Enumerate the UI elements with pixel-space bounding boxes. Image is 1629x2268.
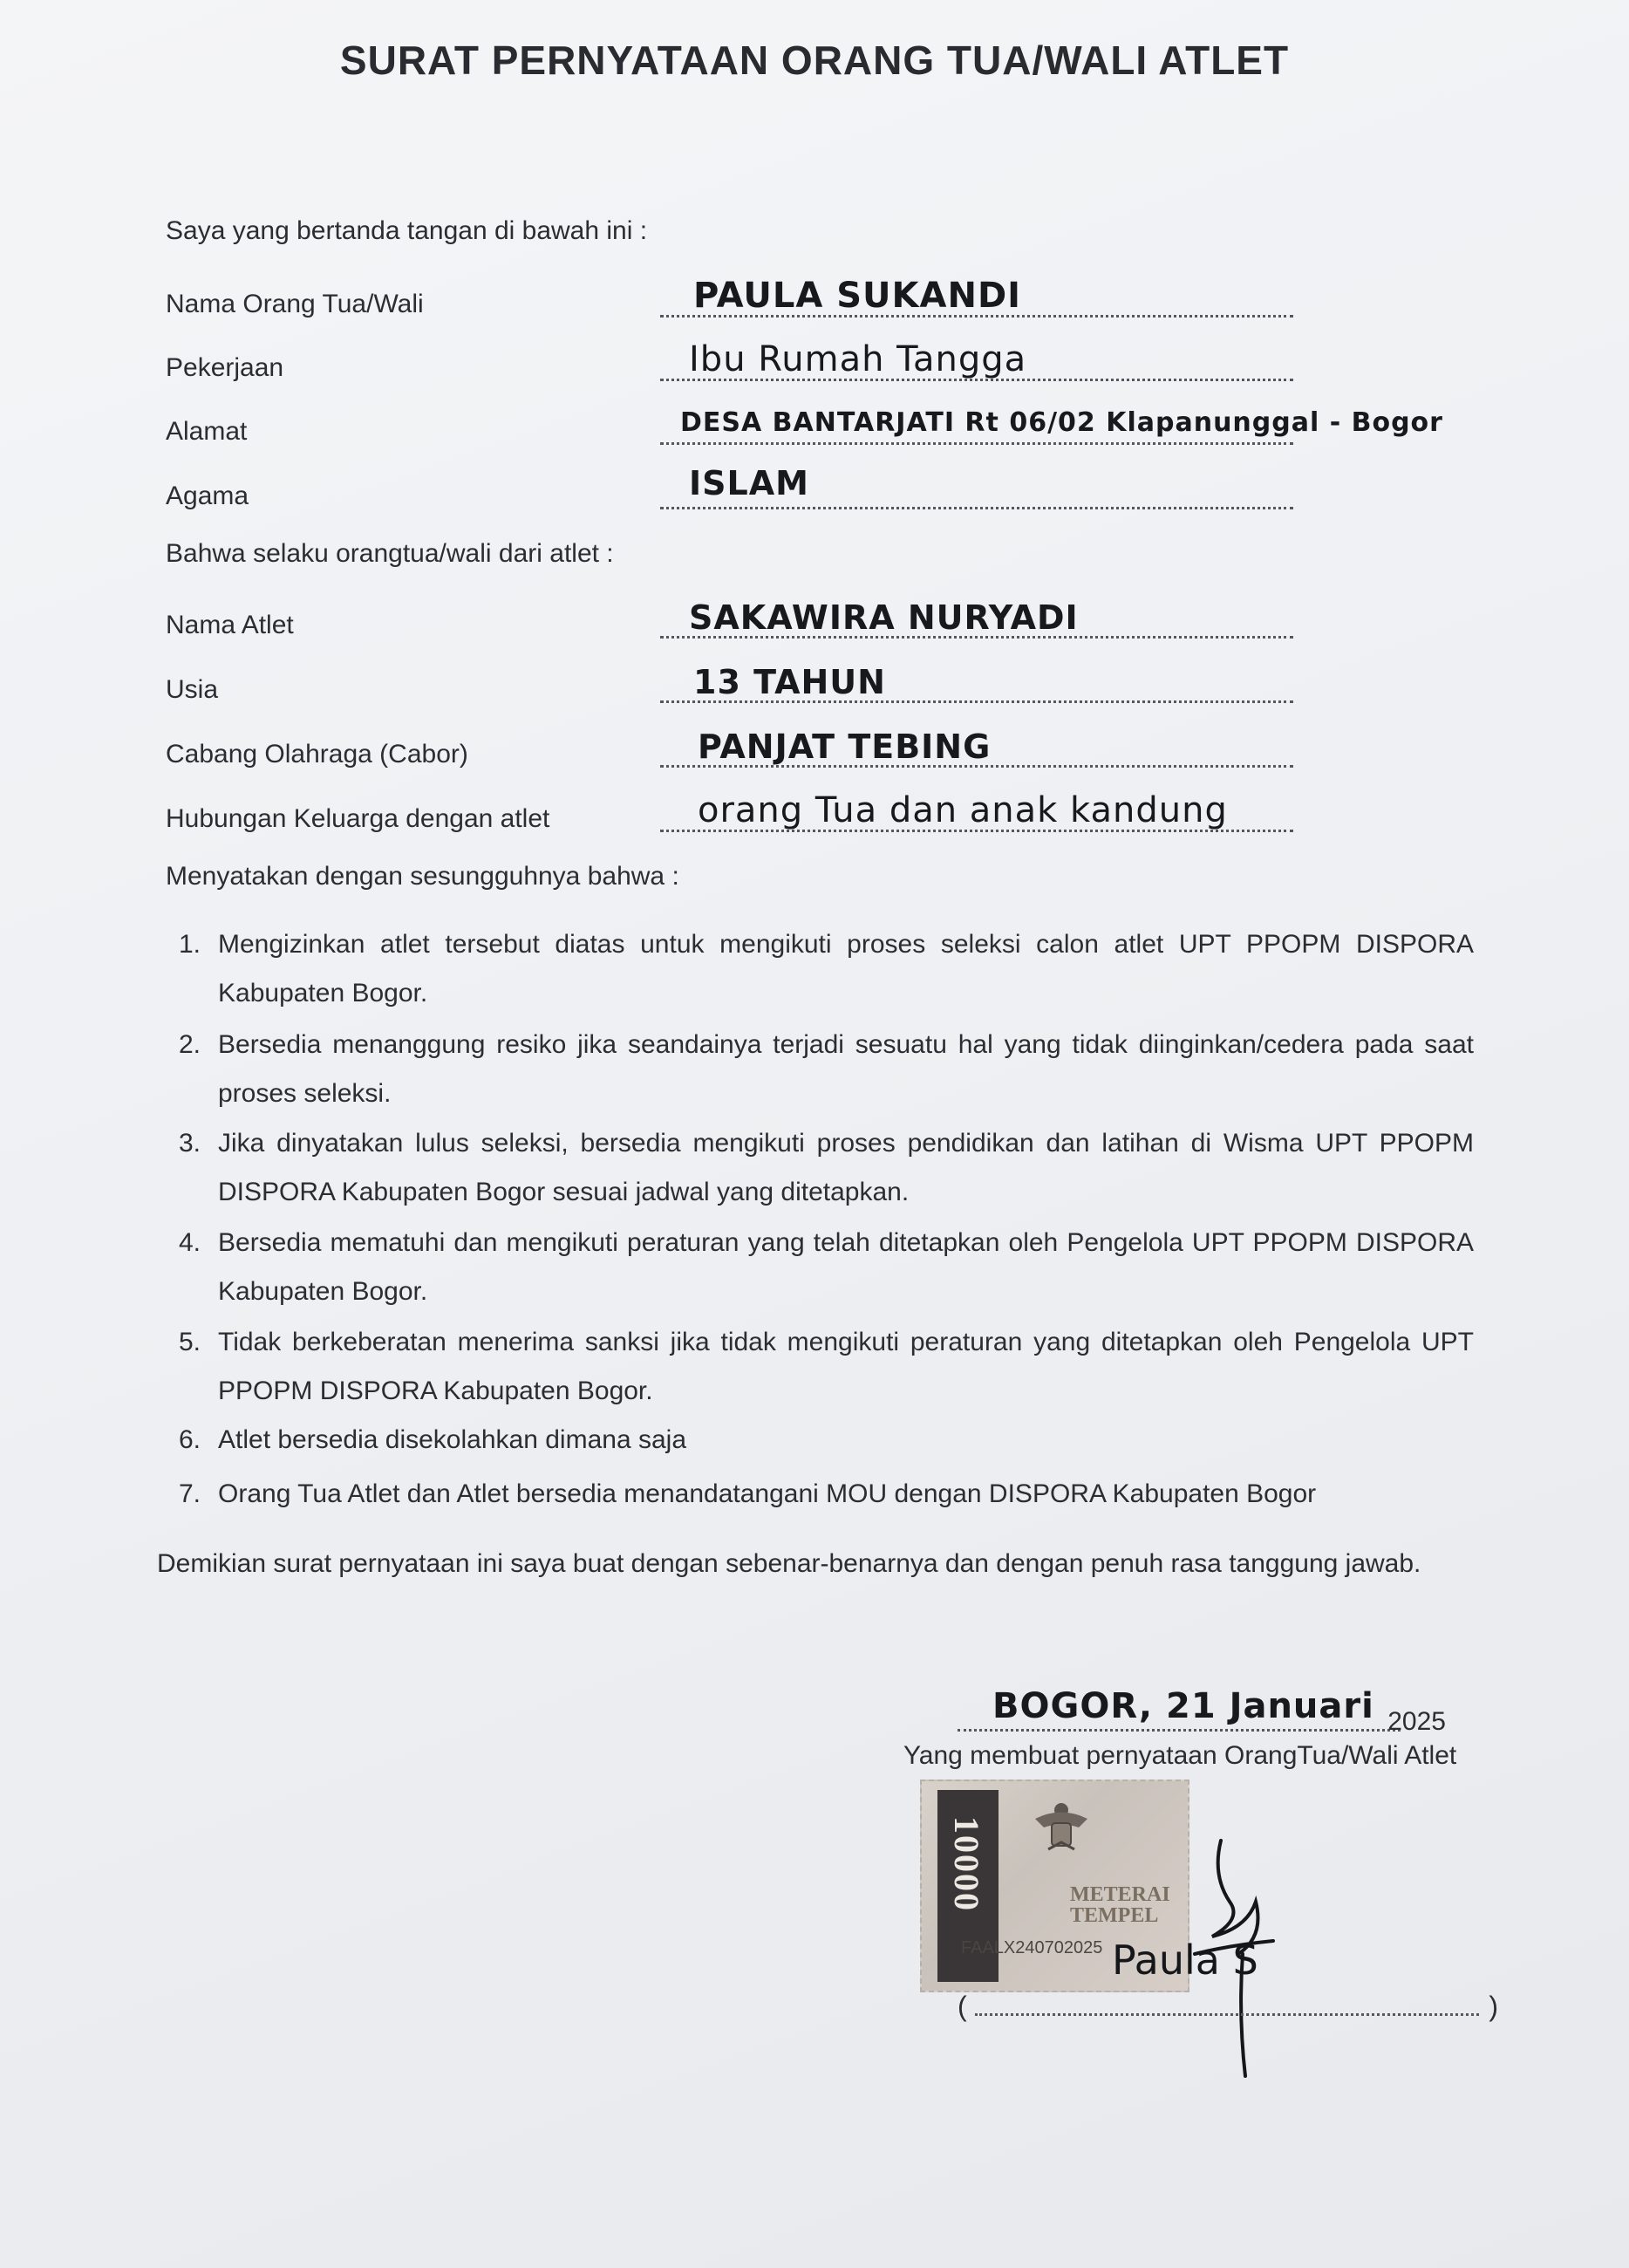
dotted-line — [975, 2013, 1479, 2016]
handwritten-value: PAULA SUKANDI — [693, 276, 1022, 316]
closing-paragraph: Demikian surat pernyataan ini saya buat dengan sebenar-benarnya dan dengan penuh rasa tanggung jawab. — [157, 1549, 1421, 1578]
stamp-label: METERAI TEMPEL — [1070, 1883, 1170, 1927]
field-label: Usia — [166, 675, 219, 704]
item-text: Bersedia mematuhi dan mengikuti peraturan yang telah ditetapkan oleh Pengelola UPT PPOPM DISPORA Kabupaten Bogor. — [218, 1228, 1474, 1306]
item-number: 4. — [179, 1228, 201, 1257]
field-sport — [166, 721, 1160, 773]
field-label: Nama Orang Tua/Wali — [166, 290, 424, 318]
item-text: Jika dinyatakan lulus seleksi, bersedia mengikuti proses pendidikan dan latihan di Wisma UPT PPOPM DISPORA Kabupaten Bogor sesuai jadwal yang ditetapkan. — [218, 1129, 1474, 1206]
field-parent-name — [166, 270, 1160, 323]
field-label: Alamat — [166, 417, 248, 446]
item-text: Atlet bersedia disekolahkan dimana saja — [218, 1425, 686, 1454]
handwritten-place-date: BOGOR, 21 Januari — [992, 1686, 1374, 1726]
statement-intro-text: Menyatakan dengan sesungguhnya bahwa : — [166, 862, 679, 891]
signature-line — [958, 1991, 1498, 2025]
maker-label: Yang membuat pernyataan OrangTua/Wali Atlet — [903, 1741, 1457, 1770]
stamp-value: 10000 — [947, 1816, 986, 1912]
signature-name: Paula S — [1112, 1937, 1258, 1984]
year-text: 2025 — [1387, 1707, 1446, 1736]
place-date-line — [958, 1688, 1446, 1737]
handwritten-value: DESA BANTARJATI Rt 06/02 Klapanunggal - Bogor — [680, 407, 1443, 438]
field-relationship — [166, 785, 1228, 837]
item-number: 7. — [179, 1479, 201, 1508]
item-text: Orang Tua Atlet dan Atlet bersedia menandatangani MOU dengan DISPORA Kabupaten Bogor — [218, 1479, 1317, 1508]
open-parenthesis: ( — [958, 1991, 967, 2022]
document-title: SURAT PERNYATAAN ORANG TUA/WALI ATLET — [339, 38, 1290, 83]
garuda-emblem-icon — [1031, 1797, 1092, 1858]
handwritten-value: PANJAT TEBING — [698, 728, 992, 766]
dotted-line — [660, 442, 1293, 445]
field-label: Agama — [166, 482, 249, 510]
item-number: 3. — [179, 1129, 201, 1158]
stamp-serial-code: FAALX240702025 — [961, 1938, 1103, 1957]
field-occupation — [166, 334, 1160, 386]
field-label: Pekerjaan — [166, 353, 284, 382]
item-number: 6. — [179, 1425, 201, 1454]
item-number: 1. — [179, 930, 201, 959]
field-label: Hubungan Keluarga dengan atlet — [166, 804, 550, 833]
item-text: Bersedia menanggung resiko jika seandainya terjadi sesuatu hal yang tidak diinginkan/cedera pada saat proses seleksi. — [218, 1030, 1474, 1108]
item-number: 2. — [179, 1030, 201, 1059]
field-age — [166, 656, 1160, 708]
field-religion — [166, 462, 1160, 515]
field-address — [166, 398, 1443, 450]
handwritten-value: ISLAM — [689, 464, 809, 502]
item-text: Tidak berkeberatan menerima sanksi jika tidak mengikuti peraturan yang ditetapkan oleh Pengelola UPT PPOPM DISPORA Kabupaten Bogor. — [218, 1328, 1474, 1405]
handwritten-value: Ibu Rumah Tangga — [689, 339, 1027, 379]
field-athlete-name — [166, 591, 1160, 644]
field-label: Cabang Olahraga (Cabor) — [166, 740, 468, 769]
handwritten-value: SAKAWIRA NURYADI — [689, 598, 1079, 637]
close-parenthesis: ) — [1489, 1991, 1498, 2022]
handwritten-value: orang Tua dan anak kandung — [698, 790, 1228, 830]
field-label: Nama Atlet — [166, 611, 294, 639]
item-number: 5. — [179, 1328, 201, 1356]
intro-text: Saya yang bertanda tangan di bawah ini : — [166, 216, 648, 245]
item-text: Mengizinkan atlet tersebut diatas untuk mengikuti proses seleksi calon atlet UPT PPOPM DISPORA Kabupaten Bogor. — [218, 930, 1474, 1008]
athlete-intro-text: Bahwa selaku orangtua/wali dari atlet : — [166, 539, 614, 568]
dotted-line — [958, 1729, 1401, 1732]
dotted-line — [660, 507, 1293, 509]
handwritten-value: 13 TAHUN — [693, 663, 886, 701]
